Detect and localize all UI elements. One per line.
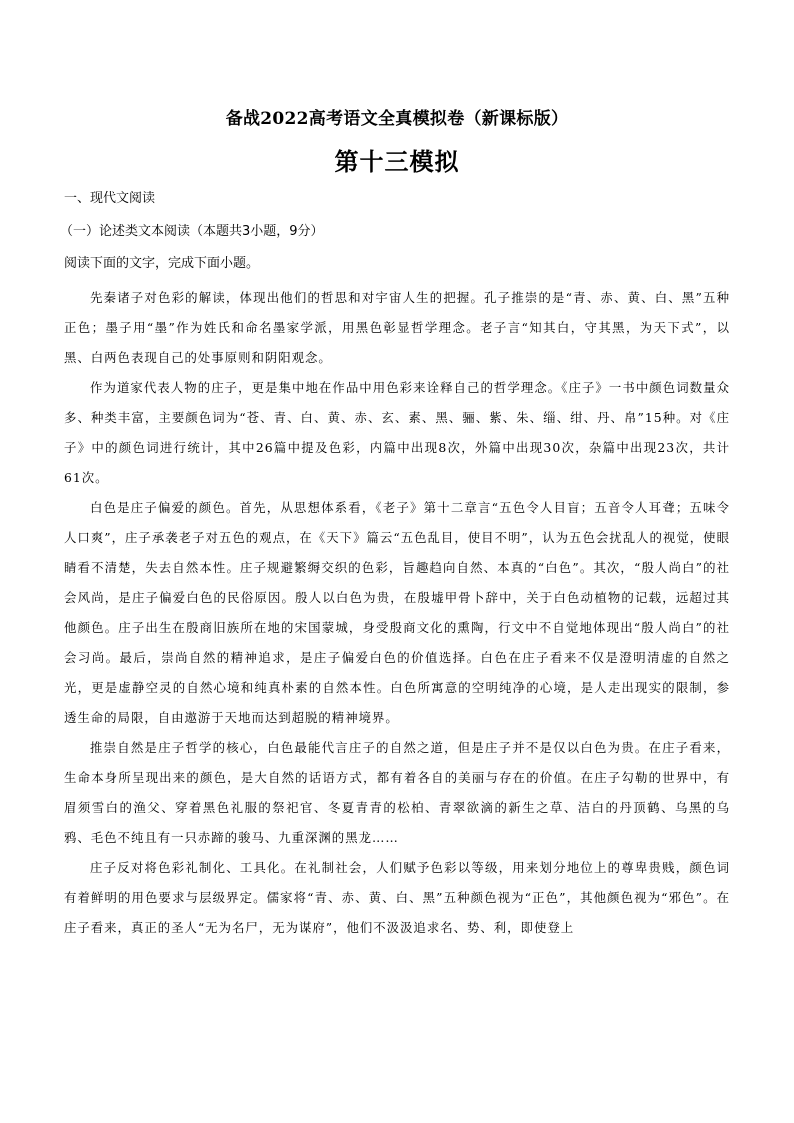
exam-title: 备战2022高考语文全真模拟卷（新课标版） [225,109,569,129]
passage-paragraph-3: 白色是庄子偏爱的颜色。首先，从思想体系看，《老子》第十二章言“五色令人目盲；五音令人耳聋；五味令人口爽”，庄子承袭老子对五色的观点，在《天下》篇云“五色乱目，使目不明”，认为五色会扰乱人的视觉，使眼睛看不清楚，失去自然本性。庄子规避繁缛交织的色彩，旨趣趋向自然、本真的“白色”。其次，“殷人尚白”的社会风尚，是庄子偏爱白色的民俗原因。殷人以白色为贵，在殷墟甲骨卜辞中，关于白色动植物的记载，远超过其他颜色。庄子出生在殷商旧族所在地的宋国蒙城，身受殷商文化的熏陶，行文中不自觉地体现出“殷人尚白”的社会习尚。最后，崇尚自然的精神追求，是庄子偏爱白色的价值选择。白色在庄子看来不仅是澄明清虚的自然之光，更是虚静空灵的自然心境和纯真朴素的自然本性。白色所寓意的空明纯净的心境，是人走出现实的限制，参透生命的局限，自由遨游于天地而达到超脱的精神境界。 [64,500,730,725]
exam-subtitle: 第十三模拟 [334,147,460,176]
reading-instruction: 阅读下面的文字，完成下面小题。 [64,256,260,271]
passage-paragraph-5: 庄子反对将色彩礼制化、工具化。在礼制社会，人们赋予色彩以等级，用来划分地位上的尊卑贵贱，颜色词有着鲜明的用色要求与层级界定。儒家将“青、赤、黄、白、黑”五种颜色视为“正色”，其他颜色视为“邪色”。在庄子看来，真正的圣人“无为名尸，无为谋府”，他们不汲汲追求名、势、利，即使登上 [64,860,730,935]
reading-passage [64,283,730,943]
passage-paragraph-1: 先秦诸子对色彩的解读，体现出他们的哲思和对宇宙人生的把握。孔子推崇的是“青、赤、黄、白、黑”五种正色；墨子用“墨”作为姓氏和命名墨家学派，用黑色彰显哲学理念。老子言“知其白，守其黑，为天下式”，以黑、白两色表现自己的处事原则和阴阳观念。 [64,290,730,365]
subsection-heading: （一）论述类文本阅读（本题共3小题，9分） [60,224,324,239]
passage-paragraph-2: 作为道家代表人物的庄子，更是集中地在作品中用色彩来诠释自己的哲学理念。《庄子》一书中颜色词数量众多、种类丰富，主要颜色词为“苍、青、白、黄、赤、玄、素、黑、骊、紫、朱、缁、绀、丹、帛”15种。对《庄子》中的颜色词进行统计，其中26篇中提及色彩，内篇中出现8次，外篇中出现30次，杂篇中出现23次，共计61次。 [64,380,730,485]
passage-paragraph-4: 推崇自然是庄子哲学的核心，白色最能代言庄子的自然之道，但是庄子并不是仅以白色为贵。在庄子看来，生命本身所呈现出来的颜色，是大自然的话语方式，都有着各自的美丽与存在的价值。在庄子勾勒的世界中，有眉须雪白的渔父、穿着黑色礼服的祭祀官、冬夏青青的松柏、青翠欲滴的新生之草、洁白的丹顶鹤、乌黑的乌鸦、毛色不纯且有一只赤蹄的骏马、九重深渊的黑龙…… [64,740,730,845]
section-heading: 一、现代文阅读 [64,191,156,206]
